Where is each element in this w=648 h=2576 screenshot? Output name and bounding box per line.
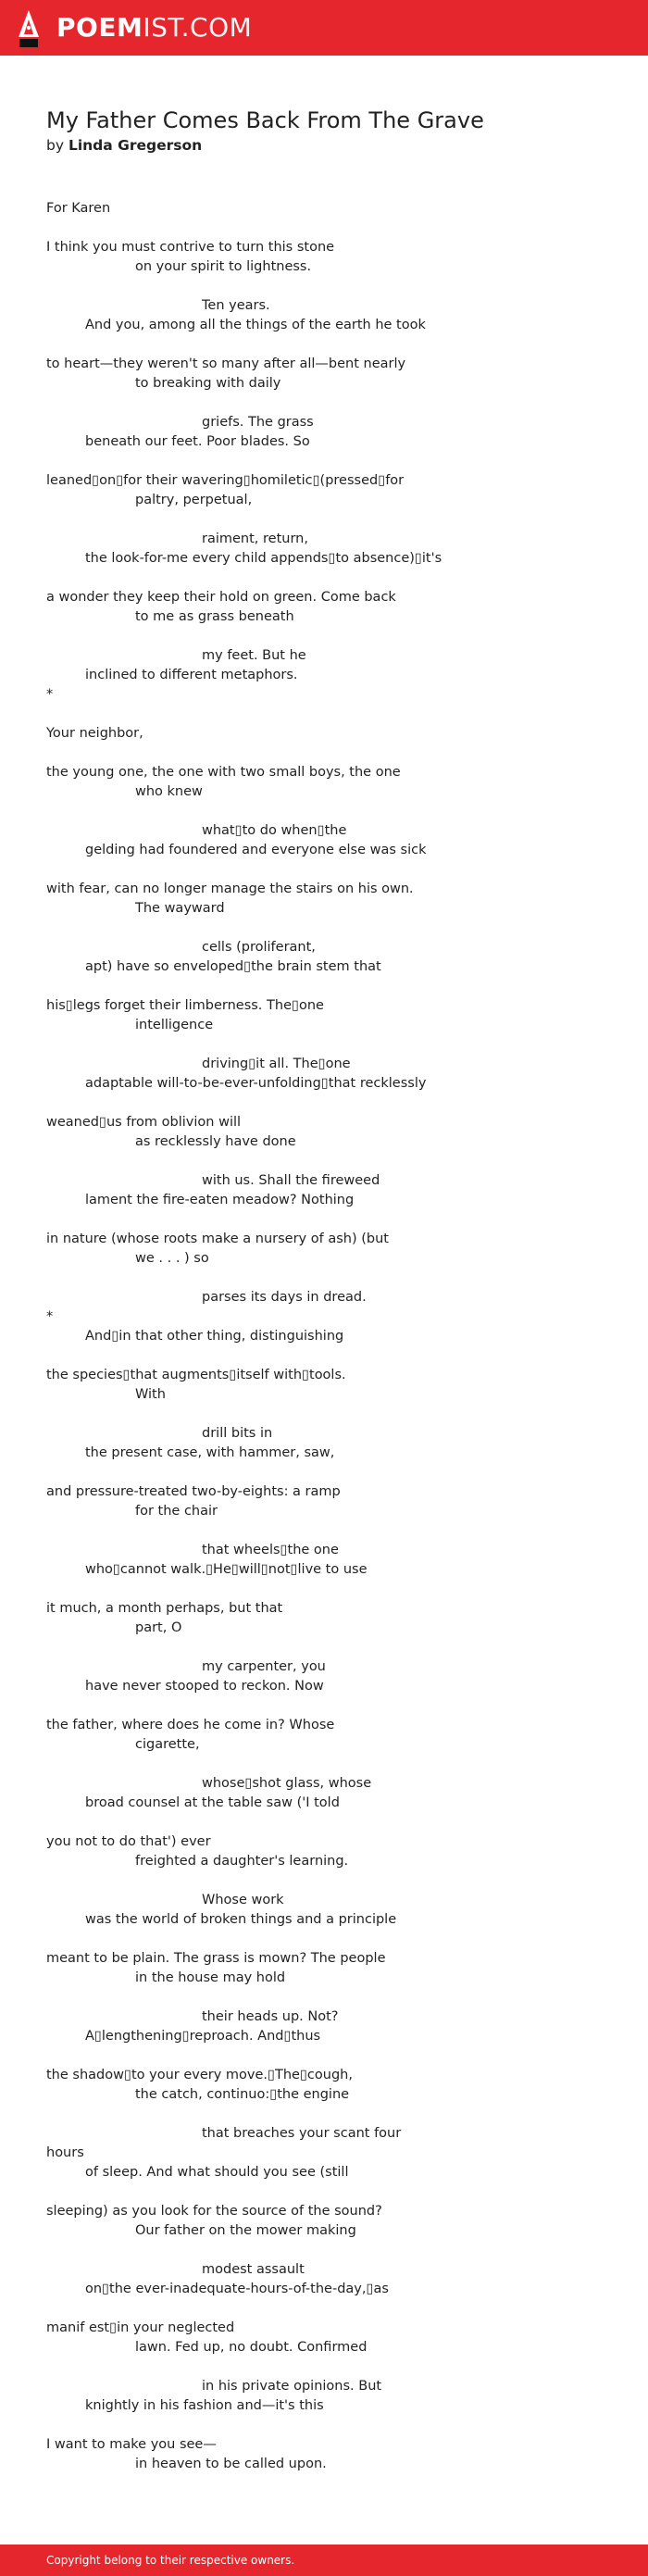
poem-line: With (135, 1387, 166, 1402)
stanza-break (46, 394, 620, 413)
poem-line: knightly in his fashion and—it's this (85, 2398, 324, 2413)
byline-prefix: by (46, 137, 69, 154)
poem-line: hours (46, 2145, 84, 2160)
stanza-break (46, 335, 620, 355)
poem-line: it much, a month perhaps, but that (46, 1601, 283, 1616)
stanza-break (46, 1813, 620, 1832)
stanza-break (46, 1871, 620, 1891)
poem-line: that wheels▯the one (202, 1543, 339, 1557)
poem-line: the present case, with hammer, saw, (85, 1445, 335, 1460)
poem-line: apt) have so enveloped▯the brain stem that (85, 959, 381, 974)
site-header (0, 0, 648, 56)
poem-line: with us. Shall the fireweed (202, 1173, 380, 1188)
poem-line: broad counsel at the table saw ('I told (85, 1795, 340, 1810)
stanza-break (46, 1988, 620, 2007)
author-name[interactable]: Linda Gregerson (68, 137, 203, 154)
poem-title: My Father Comes Back From The Grave (46, 107, 484, 133)
byline (46, 135, 202, 156)
site-logo[interactable] (56, 13, 252, 43)
stanza-break (46, 2105, 620, 2124)
poem-line: inclined to different metaphors. (85, 668, 298, 682)
poem-line: beneath our feet. Poor blades. So (85, 434, 310, 449)
poem-line: For Karen (46, 201, 111, 216)
poem-line: the father, where does he come in? Whose (46, 1718, 335, 1732)
poem-line: Whose work (202, 1893, 284, 1907)
poem-line: on▯the ever-inadequate-hours-of-the-day,▯as (85, 2282, 389, 2296)
poem-line: meant to be plain. The grass is mown? The people (46, 1951, 386, 1966)
poem-line: * (46, 1309, 54, 1324)
poem-line: the shadow▯to your every move.▯The▯cough, (46, 2068, 353, 2082)
stanza-break (46, 1094, 620, 1113)
poem-line: the look-for-me every child appends▯to absence)▯it's (85, 551, 442, 566)
poem-line: who▯cannot walk.▯He▯will▯not▯live to use (85, 1562, 368, 1577)
stanza-break (46, 705, 620, 724)
poem-line: The wayward (135, 901, 225, 916)
poem-line: raiment, return, (202, 531, 308, 546)
poem-line: on your spirit to lightness. (135, 259, 312, 274)
stanza-break (46, 1930, 620, 1949)
poem-line: Ten years. (202, 298, 270, 313)
poem-line: in the house may hold (135, 1970, 286, 1985)
poem-line: of sleep. And what should you see (still (85, 2165, 349, 2180)
stanza-break (46, 219, 620, 238)
poem-line: to breaking with daily (135, 376, 281, 391)
poem-line: to heart—they weren't so many after all—bent nearly (46, 356, 406, 371)
stanza-break (46, 802, 620, 821)
poem-line: that breaches your scant four (202, 2126, 402, 2141)
poem-line: intelligence (135, 1018, 214, 1032)
poem-line: sleeping) as you look for the source of the sound? (46, 2204, 382, 2219)
stanza-break (46, 2357, 620, 2377)
stanza-break (46, 627, 620, 646)
poem-line: in nature (whose roots make a nursery of ash) (but (46, 1232, 389, 1246)
poem-line: as recklessly have done (135, 1134, 296, 1149)
poem-line: I think you must contrive to turn this stone (46, 240, 335, 255)
poem-line: drill bits in (202, 1426, 273, 1441)
poem-line: part, O (135, 1620, 182, 1635)
poem-line: their heads up. Not? (202, 2009, 339, 2024)
poem-body (46, 199, 620, 2474)
poem-line: Your neighbor, (46, 726, 143, 741)
poem-line: the young one, the one with two small boys, the one (46, 765, 401, 780)
stanza-break (46, 919, 620, 938)
stanza-break (46, 1152, 620, 1171)
pen-nib-icon[interactable] (17, 9, 41, 48)
stanza-break (46, 1210, 620, 1230)
poem-line: his▯legs forget their limberness. The▯one (46, 998, 324, 1013)
poem-line: I want to make you see— (46, 2437, 217, 2452)
stanza-break (46, 977, 620, 996)
stanza-break (46, 744, 620, 763)
stanza-break (46, 277, 620, 296)
poem-line: griefs. The grass (202, 415, 314, 430)
stanza-break (46, 1035, 620, 1055)
poem-line: manif est▯in your neglected (46, 2320, 235, 2335)
poem-line: in heaven to be called upon. (135, 2457, 327, 2471)
stanza-break (46, 1269, 620, 1288)
poem-line: and pressure-treated two-by-eights: a ramp (46, 1484, 341, 1499)
poem-line: lawn. Fed up, no doubt. Confirmed (135, 2340, 368, 2355)
poem-line: cells (proliferant, (202, 940, 316, 955)
poem-line: modest assault (202, 2262, 305, 2277)
poem-line: And you, among all the things of the earth he took (85, 318, 426, 332)
poem-line: for the chair (135, 1504, 218, 1519)
poem-line: was the world of broken things and a principle (85, 1912, 397, 1927)
poem-line: parses its days in dread. (202, 1290, 367, 1305)
poem-line: And▯in that other thing, distinguishing (85, 1329, 344, 1344)
poem-line: whose▯shot glass, whose (202, 1776, 372, 1791)
poem-line: cigarette, (135, 1737, 200, 1752)
poem-line: freighted a daughter's learning. (135, 1854, 349, 1869)
stanza-break (46, 1405, 620, 1424)
stanza-break (46, 2416, 620, 2435)
poem-line: gelding had foundered and everyone else was sick (85, 843, 427, 857)
poem-line: A▯lengthening▯reproach. And▯thus (85, 2029, 321, 2044)
stanza-break (46, 2182, 620, 2202)
stanza-break (46, 2046, 620, 2066)
poem-line: my feet. But he (202, 648, 306, 663)
logo-text-bold: POEM (56, 12, 143, 43)
copyright-text: Copyright belong to their respective owners. (46, 2554, 295, 2567)
poem-line: Our father on the mower making (135, 2223, 356, 2238)
stanza-break (46, 510, 620, 530)
poem-line: with fear, can no longer manage the stairs on his own. (46, 882, 414, 896)
poem-line: what▯to do when▯the (202, 823, 347, 838)
stanza-break (46, 569, 620, 588)
poem-line: adaptable will-to-be-ever-unfolding▯that recklessly (85, 1076, 427, 1091)
stanza-break (46, 1638, 620, 1657)
poem-line: my carpenter, you (202, 1659, 326, 1674)
poem-line: leaned▯on▯for their wavering▯homiletic▯(pressed▯for (46, 473, 405, 488)
poem-line: in his private opinions. But (202, 2379, 382, 2394)
poem-line: weaned▯us from oblivion will (46, 1115, 242, 1130)
poem-line: lament the fire-eaten meadow? Nothing (85, 1193, 355, 1207)
poem-line: paltry, perpetual, (135, 493, 253, 507)
stanza-break (46, 1580, 620, 1599)
stanza-break (46, 1463, 620, 1482)
poem-line: the species▯that augments▯itself with▯tools. (46, 1368, 346, 1382)
poem-line: have never stooped to reckon. Now (85, 1679, 324, 1694)
stanza-break (46, 1346, 620, 1366)
stanza-break (46, 452, 620, 471)
site-footer (0, 2545, 648, 2576)
poem-line: you not to do that') ever (46, 1834, 211, 1849)
poem-line: the catch, continuo:▯the engine (135, 2087, 350, 2102)
poem-line: a wonder they keep their hold on green. Come back (46, 590, 396, 605)
poem-line: driving▯it all. The▯one (202, 1057, 351, 1071)
poem-line: * (46, 687, 54, 702)
stanza-break (46, 860, 620, 880)
logo-text-light: IST.COM (143, 12, 253, 43)
poem-line: to me as grass beneath (135, 609, 294, 624)
stanza-break (46, 2299, 620, 2319)
poem-line: who knew (135, 784, 203, 799)
stanza-break (46, 1696, 620, 1716)
stanza-break (46, 1755, 620, 1774)
stanza-break (46, 2241, 620, 2260)
poem-line: we . . . ) so (135, 1251, 209, 1266)
stanza-break (46, 1521, 620, 1541)
